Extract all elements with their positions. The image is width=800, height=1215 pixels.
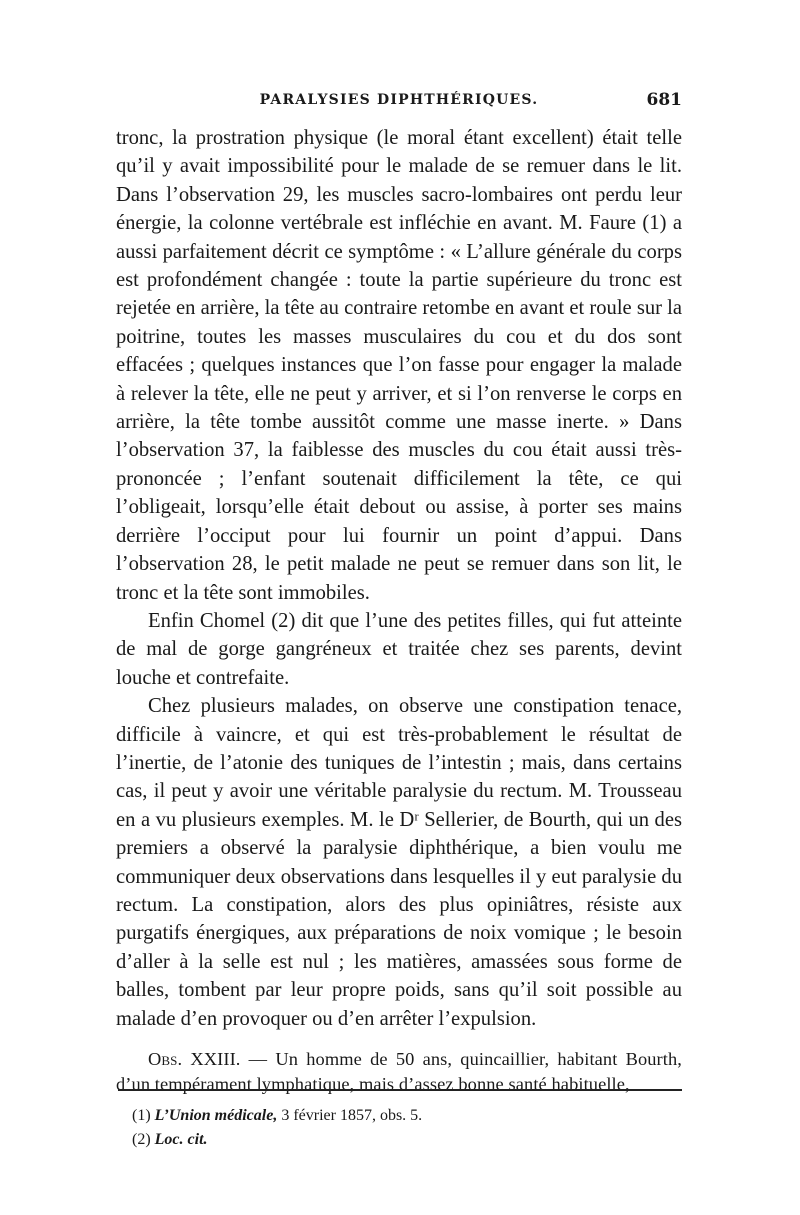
page-number: 681 bbox=[646, 90, 682, 110]
footnote-1-mark: (1) bbox=[132, 1107, 151, 1124]
footnote-1-source: L’Union médicale, bbox=[154, 1107, 278, 1124]
footnote-divider bbox=[118, 1089, 682, 1091]
body-text bbox=[116, 124, 682, 1115]
footnote-1 bbox=[132, 1104, 652, 1128]
footnote-2-source: Loc. cit. bbox=[154, 1131, 208, 1148]
footnote-2-mark: (2) bbox=[132, 1131, 151, 1148]
footnotes bbox=[132, 1104, 652, 1152]
footnote-2 bbox=[132, 1128, 652, 1152]
paragraph-chomel: Enfin Chomel (2) dit que l’une des petites filles, qui fut atteinte de mal de gorge gangréneux et traitée chez ses parents, devint louche et contrefaite. bbox=[116, 609, 682, 689]
page-header bbox=[116, 92, 682, 118]
footnote-1-rest: 3 février 1857, obs. 5. bbox=[277, 1107, 423, 1124]
observation-label: Obs. XXIII. bbox=[148, 1049, 241, 1069]
running-title: PARALYSIES DIPHTHÉRIQUES. bbox=[259, 92, 539, 108]
paragraph-constipation: Chez plusieurs malades, on observe une constipation tenace, difficile à vaincre, et qui est très-probablement le résultat de l’inertie, de l’atonie des tuniques de l’intestin ; mais, dans certains cas, il peut y avoir une véritable paralysie du rectum. M. Trousseau en a vu plusieurs exemples. M. le Dʳ Sellerier, de Bourth, qui un des premiers a observé la paralysie diphthérique, a bien voulu me communiquer deux observations dans lesquelles il y eut paralysie du rectum. La constipation, alors des plus opiniâtres, résiste aux purgatifs énergiques, aux préparations de noix vomique ; le besoin d’aller à la selle est nul ; les matières, amassées sous forme de balles, tombent par leur propre poids, sans qu’il soit possible au malade d’en provoquer ou d’en arrêter l’expulsion. bbox=[116, 695, 682, 1030]
paragraph-continuation: tronc, la prostration physique (le moral étant excellent) était telle qu’il y avait impossibilité pour le malade de se remuer dans le lit. Dans l’observation 29, les muscles sacro-lombaires ont perdu leur énergie, la colonne vertébrale est infléchie en avant. M. Faure (1) a aussi parfaitement décrit ce symptôme : « L’allure générale du corps est profondément changée : toute la partie supérieure du tronc est rejetée en arrière, la tête au contraire retombe en avant et roule sur la poitrine, toutes les masses musculaires du cou et du dos sont effacées ; quelques instances que l’on fasse pour engager la malade à relever la tête, elle ne peut y arriver, et si l’on renverse le corps en arrière, la tête tombe aussitôt comme une masse inerte. » Dans l’observation 37, la faiblesse des muscles du cou était aussi très-prononcée ; l’enfant soutenait difficilement la tête, ce qui l’obligeait, lorsqu’elle était debout ou assise, à porter ses mains derrière l’occiput pour lui fournir un point d’appui. Dans l’observation 28, le petit malade ne peut se remuer dans son lit, le tronc et la tête sont immobiles. bbox=[116, 127, 683, 604]
observation-text: — Un homme de 50 ans, quincaillier, habitant Bourth, d’un tempérament lymphatique, mais d’assez bonne santé habituelle, bbox=[116, 1049, 682, 1094]
